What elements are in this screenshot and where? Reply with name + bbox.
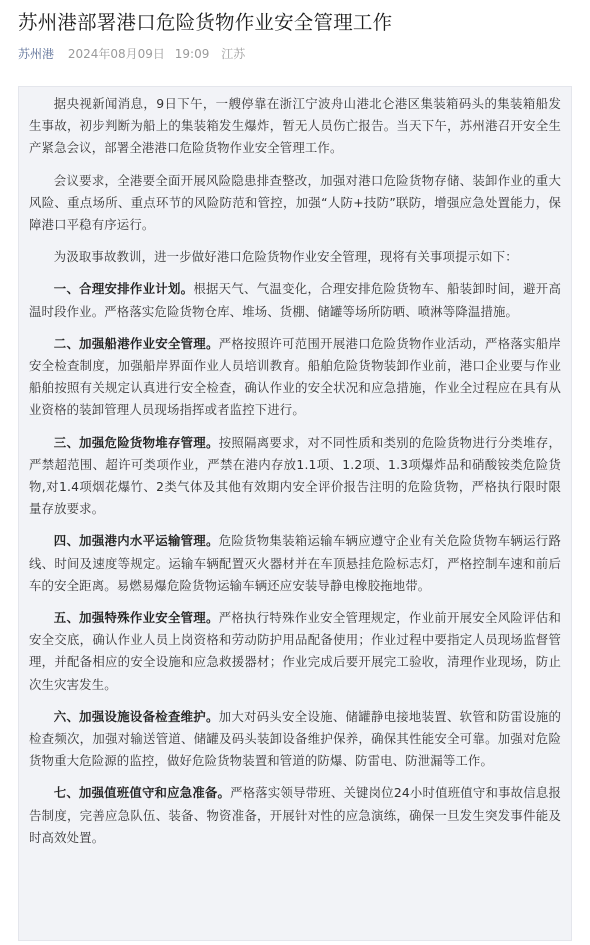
list-item <box>29 333 561 422</box>
paragraph-meeting: 会议要求，全港要全面开展风险隐患排查整改，加强对港口危险货物存储、装卸作业的重大风险、重点场所、重点环节的风险防范和管控，加强“人防+技防”联防，增强应急处置能力，保障港口平稳有序运行。 <box>29 172 561 233</box>
item-heading: 一、合理安排作业计划。 <box>53 281 194 297</box>
publish-date: 2024年08月09日 <box>67 47 165 61</box>
item-heading: 五、加强特殊作业安全管理。 <box>53 610 219 626</box>
item-text: 严格落实领导带班、关键岗位24小时值班值守和事故信息报告制度，完善应急队伍、装备、物资准备，开展针对性的应急演练，确保一旦发生突发事件能及时高效处置。 <box>29 785 561 845</box>
item-text: 按照隔离要求，对不同性质和类别的危险货物进行分类堆存，严禁超范围、超许可类项作业，严禁在港内存放1.1项、1.2项、1.3项爆炸品和硝酸铵类危险货物,对1.4项烟花爆竹、2类气体及其他有效期内安全评价报告注明的危险货物，严格执行限时限量存放要求。 <box>29 434 561 517</box>
item-text: 危险货物集装箱运输车辆应遵守企业有关危险货物车辆运行路线、时间及速度等规定。运输车辆配置灭火器材并在车顶悬挂危险标志灯，严格控制车速和前后车的安全距离。易燃易爆危险货物运输车辆还应安装导静电橡胶拖地带。 <box>29 533 561 593</box>
list-item <box>29 278 561 322</box>
item-text: 严格按照许可范围开展港口危险货物作业活动，严格落实船岸安全检查制度，加强船岸界面作业人员培训教育。船舶危险货物装卸作业前，港口企业要与作业船舶按照有关规定认真进行安全检查，确认作业的安全状况和应急措施，作业全过程应在具有从业资格的装卸管理人员现场指挥或者监控下进行。 <box>29 335 561 418</box>
list-item <box>29 432 561 521</box>
article-body <box>18 86 572 941</box>
item-heading: 四、加强港内水平运输管理。 <box>53 533 219 549</box>
item-heading: 七、加强值班值守和应急准备。 <box>53 785 231 801</box>
list-item <box>29 706 561 773</box>
publish-time: 19:09 <box>174 47 210 61</box>
list-item <box>29 530 561 597</box>
paragraph-notice: 为汲取事故教训，进一步做好港口危险货物作业安全管理，现将有关事项提示如下： <box>53 249 518 265</box>
paragraph-intro: 据央视新闻消息，9日下午，一艘停靠在浙江宁波舟山港北仑港区集装箱码头的集装箱船发生事故，初步判断为船上的集装箱发生爆炸，暂无人员伤亡报告。当天下午，苏州港召开安全生产紧急会议，部署全港港口危险货物作业安全管理工作。 <box>29 96 561 156</box>
publish-location: 江苏 <box>221 47 246 61</box>
item-heading: 二、加强船港作业安全管理。 <box>53 335 219 351</box>
article-meta <box>18 46 572 62</box>
list-item <box>29 782 561 849</box>
article-header <box>0 0 590 62</box>
list-item <box>29 607 561 696</box>
item-text: 根据天气、气温变化，合理安排危险货物车、船装卸时间，避开高温时段作业。严格落实危险货物仓库、堆场、货棚、储罐等场所防晒、喷淋等降温措施。 <box>29 281 561 319</box>
item-heading: 六、加强设施设备检查维护。 <box>53 708 219 724</box>
article-title: 苏州港部署港口危险货物作业安全管理工作 <box>18 11 393 34</box>
item-text: 加大对码头安全设施、储罐静电接地装置、软管和防雷设施的检查频次，加强对输送管道、储罐及码头装卸设备维护保养，确保其性能安全可靠。加强对危险货物重大危险源的监控，做好危险货物装置和管道的防爆、防雷电、防泄漏等工作。 <box>29 708 561 769</box>
item-heading: 三、加强危险货物堆存管理。 <box>53 434 219 450</box>
item-text: 严格执行特殊作业安全管理规定，作业前开展安全风险评估和安全交底，确认作业人员上岗资格和劳动防护用品配备使用；作业过程中要指定人员现场监督管理，并配备相应的安全设施和应急救援器材；作业完成后要开展完工验收，清理作业现场，防止次生灾害发生。 <box>29 610 561 692</box>
source-account-link[interactable]: 苏州港 <box>18 47 55 61</box>
